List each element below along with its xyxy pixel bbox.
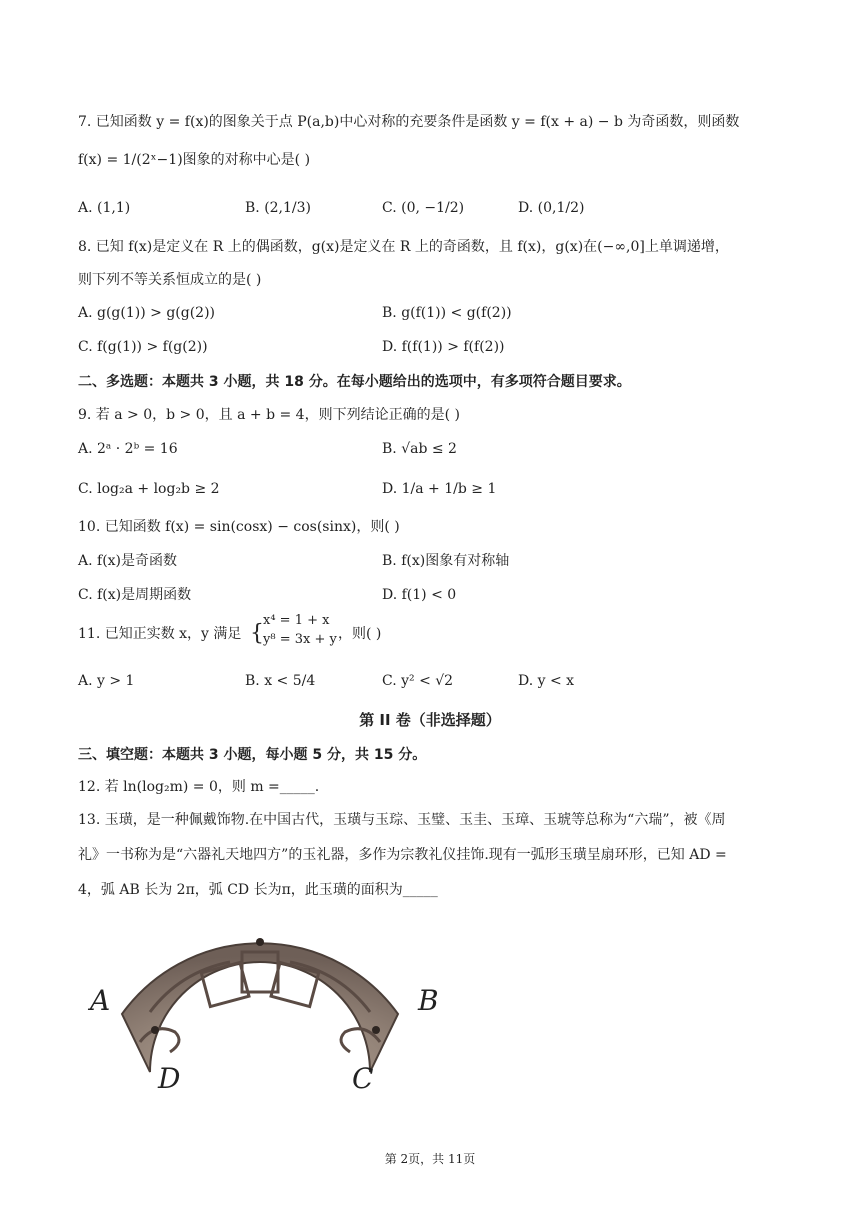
- q11-option-b[interactable]: B. x < 5/4: [245, 673, 316, 689]
- section-3-heading: 三、填空题：本题共 3 小题，每小题 5 分，共 15 分。: [78, 747, 427, 763]
- q8-option-b[interactable]: B. g(f(1)) < g(f(2)): [382, 305, 512, 321]
- q9-stem: 9. 若 a > 0，b > 0，且 a + b = 4，则下列结论正确的是( ): [78, 407, 460, 423]
- point-label-c: C: [352, 1062, 374, 1095]
- q10-option-c[interactable]: C. f(x)是周期函数: [78, 587, 192, 603]
- q10-stem: 10. 已知函数 f(x) = sin(cosx) − cos(sinx)，则( ): [78, 519, 400, 535]
- page-footer: 第 2页，共 11页: [384, 1152, 476, 1166]
- q7-option-b[interactable]: B. (2,1/3): [245, 200, 312, 216]
- point-label-a: A: [90, 984, 111, 1017]
- q11-option-d[interactable]: D. y < x: [518, 673, 575, 689]
- q9-option-b[interactable]: B. √ab ≤ 2: [382, 441, 457, 457]
- q12-stem: 12. 若 ln(log₂m) = 0，则 m =_____.: [78, 779, 320, 795]
- q9-option-d[interactable]: D. 1/a + 1/b ≥ 1: [382, 481, 497, 497]
- part-2-title: 第 II 卷（非选择题）: [359, 711, 501, 729]
- q13-stem-line3: 4，弧 AB 长为 2π，弧 CD 长为π，此玉璜的面积为_____: [78, 882, 438, 898]
- q8-stem-line1: 8. 已知 f(x)是定义在 R 上的偶函数，g(x)是定义在 R 上的奇函数，且 f(x)，g(x)在(−∞,0]上单调递增，: [78, 239, 729, 255]
- q11-system-brace: {: [250, 621, 264, 646]
- q8-option-a[interactable]: A. g(g(1)) > g(g(2)): [78, 305, 215, 321]
- q10-option-d[interactable]: D. f(1) < 0: [382, 587, 457, 603]
- q7-option-d[interactable]: D. (0,1/2): [518, 200, 585, 216]
- q10-option-b[interactable]: B. f(x)图象有对称轴: [382, 553, 510, 569]
- point-label-d: D: [158, 1062, 181, 1095]
- q7-option-c[interactable]: C. (0, −1/2): [382, 200, 465, 216]
- q11-equation-2: y⁸ = 3x + y: [263, 632, 337, 647]
- q7-stem-line1: 7. 已知函数 y = f(x)的图象关于点 P(a,b)中心对称的充要条件是函数 y = f(x + a) − b 为奇函数，则函数: [78, 114, 740, 130]
- q9-option-a[interactable]: A. 2ᵃ · 2ᵇ = 16: [78, 441, 178, 457]
- q13-stem-line2: 礼》一书称为是“六器礼天地四方”的玉礼器，多作为宗教礼仪挂饰.现有一弧形玉璜呈扇环形，已知 AD =: [78, 847, 727, 863]
- q8-stem-line2: 则下列不等关系恒成立的是( ): [78, 272, 262, 288]
- q8-option-c[interactable]: C. f(g(1)) > f(g(2)): [78, 339, 208, 355]
- q9-option-c[interactable]: C. log₂a + log₂b ≥ 2: [78, 481, 220, 497]
- q8-option-d[interactable]: D. f(f(1)) > f(f(2)): [382, 339, 505, 355]
- q11-option-c[interactable]: C. y² < √2: [382, 673, 454, 689]
- q11-stem-prefix: 11. 已知正实数 x，y 满足: [78, 626, 242, 642]
- q13-stem-line1: 13. 玉璜，是一种佩戴饰物.在中国古代，玉璜与玉琮、玉璧、玉圭、玉璋、玉琥等总称为“六瑞”，被《周: [78, 812, 726, 828]
- q11-stem-suffix: ，则( ): [338, 626, 382, 642]
- jade-huang-image: [80, 912, 450, 1102]
- q11-equation-1: x⁴ = 1 + x: [263, 613, 330, 628]
- point-label-b: B: [418, 984, 439, 1017]
- q10-option-a[interactable]: A. f(x)是奇函数: [78, 553, 178, 569]
- jade-huang-figure: [80, 912, 450, 1102]
- section-2-heading: 二、多选题：本题共 3 小题，共 18 分。在每小题给出的选项中，有多项符合题目要求。: [78, 374, 631, 390]
- q7-stem-line2: f(x) = 1/(2ˣ−1)图象的对称中心是( ): [78, 152, 311, 168]
- q11-option-a[interactable]: A. y > 1: [78, 673, 135, 689]
- q7-option-a[interactable]: A. (1,1): [78, 200, 131, 216]
